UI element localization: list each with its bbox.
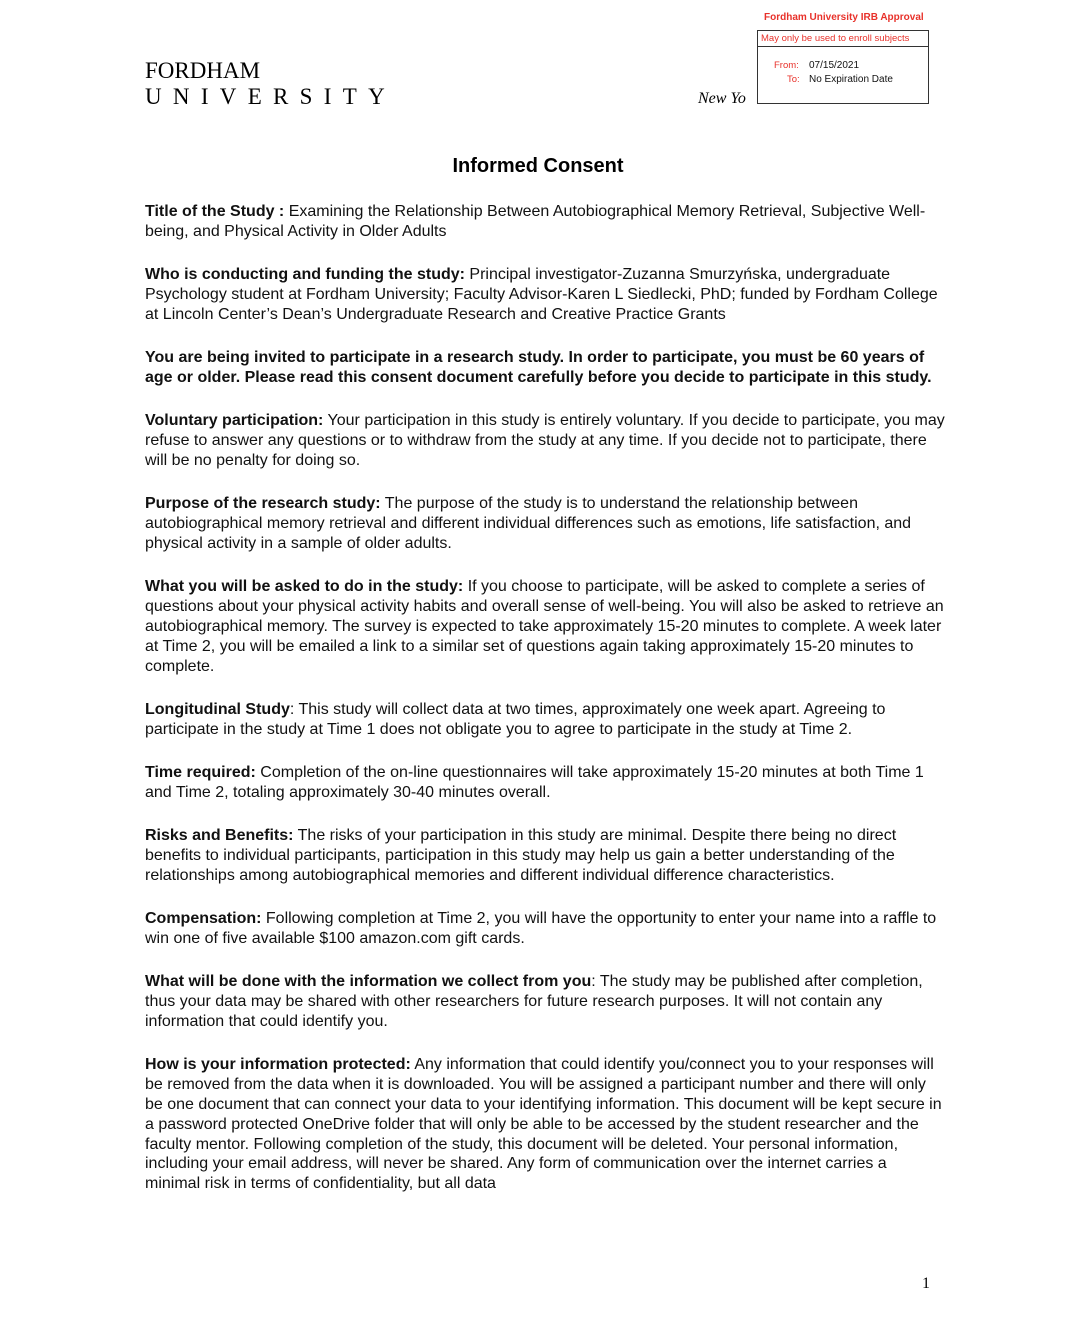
logo-line-university: UNIVERSITY (145, 84, 396, 109)
section-text: Following completion at Time 2, you will have the opportunity to enter your name into a raffle to win one of five available $100 amazon.com gift cards. (145, 910, 937, 948)
section-text: The risks of your participation in this study are minimal. Despite there being no direct benefits to individual participants, participation in this study may help us gain a better understanding of the relationships among autobiographical memories and different individual difference characteristics. (145, 827, 897, 884)
section-label: What you will be asked to do in the study: (145, 578, 464, 596)
consent-body (145, 202, 945, 1218)
section-voluntary-participation (145, 411, 945, 470)
section-risks-benefits (145, 826, 945, 885)
section-data-use (145, 972, 945, 1031)
page-number: 1 (922, 1275, 930, 1292)
section-label: Purpose of the research study: (145, 495, 381, 513)
section-label: You are being invited to participate in a research study. In order to participate, you must be 60 years of age or older. Please read this consent document carefully before you decide to participate in this study. (145, 349, 932, 386)
section-study-title (145, 202, 945, 242)
section-label: Risks and Benefits: (145, 827, 294, 845)
section-data-protection (145, 1055, 945, 1194)
section-text: If you choose to participate, will be asked to complete a series of questions about your physical activity habits and overall sense of well-being. You will also be asked to retrieve an autobiographical memory. The survey is expected to take approximately 15-20 minutes to complete. A week later at Time 2, you will be emailed a link to a similar set of questions again taking approximately 15-20 minutes to complete. (145, 578, 944, 675)
section-text: Completion of the on-line questionnaires will take approximately 15-20 minutes at both Time 1 and Time 2, totaling approximately 30-40 minutes overall. (145, 764, 924, 801)
section-label: Who is conducting and funding the study: (145, 266, 465, 284)
logo-line-fordham: FORDHAM (145, 58, 261, 83)
section-compensation (145, 909, 945, 949)
section-longitudinal-study (145, 700, 945, 740)
section-text: Principal investigator-Zuzanna Smurzyńska, undergraduate Psychology student at Fordham University; Faculty Advisor-Karen L Siedlecki, PhD; funded by Fordham College at Lincoln Center’s Dean’s Undergraduate Research and Creative Practice Grants (145, 266, 938, 323)
stamp-from-label: From: (774, 60, 799, 71)
header-city-text: New Yo (698, 90, 746, 107)
section-text: The purpose of the study is to understand the relationship between autobiographical memory retrieval and different individual differences such as emotions, life satisfaction, and physical activity in a sample of older adults. (145, 495, 912, 552)
section-text: : This study will collect data at two times, approximately one week apart. Agreeing to participate in the study at Time 1 does not obligate you to agree to participate in the study at Time 2. (145, 700, 886, 738)
stamp-from-date: 07/15/2021 (809, 60, 860, 71)
section-procedures (145, 577, 945, 676)
section-text: : The study may be published after completion, thus your data may be shared with other researchers for future research purposes. It will not contain any information that could identify you. (145, 973, 923, 1031)
fordham-university-logo (145, 58, 396, 110)
stamp-to-date: No Expiration Date (809, 74, 893, 85)
section-conducting-funding (145, 265, 945, 324)
irb-approval-stamp (757, 30, 929, 104)
section-label: Voluntary participation: (145, 412, 324, 430)
stamp-to-label: To: (787, 74, 800, 85)
section-invitation (145, 348, 945, 388)
stamp-divider (758, 46, 928, 47)
section-label: How is your information protected: (145, 1056, 411, 1074)
section-label: Compensation: (145, 910, 262, 928)
section-label: Time required: (145, 764, 256, 782)
irb-approval-title: Fordham University IRB Approval (764, 12, 924, 23)
section-label: What will be done with the information we collect from you (145, 973, 592, 991)
irb-stamp-subtitle: May only be used to enroll subjects (761, 33, 910, 44)
document-title: Informed Consent (452, 155, 624, 177)
section-purpose (145, 494, 945, 553)
section-label: Longitudinal Study (145, 700, 290, 718)
section-text: Any information that could identify you/connect you to your responses will be removed from the data when it is downloaded. You will be assigned a participant number and there will only be one document that can connect your data to your identifying information. This document will be kept secure in a password protected OneDrive folder that will only be able to be accessed by the student researcher and the faculty mentor. Following completion of the study, this document will be deleted. Your personal information, including your email address, will never be shared. Any form of communication over the internet carries a minimal risk in terms of confidentiality, but all data (145, 1056, 942, 1193)
section-time-required (145, 763, 945, 803)
section-text: Examining the Relationship Between Autobiographical Memory Retrieval, Subjective Well-being, and Physical Activity in Older Adults (145, 203, 926, 240)
section-label: Title of the Study : (145, 203, 285, 220)
section-text: Your participation in this study is entirely voluntary. If you decide to participate, you may refuse to answer any questions or to withdraw from the study at any time. If you decide not to participate, there will be no penalty for doing so. (145, 412, 945, 469)
